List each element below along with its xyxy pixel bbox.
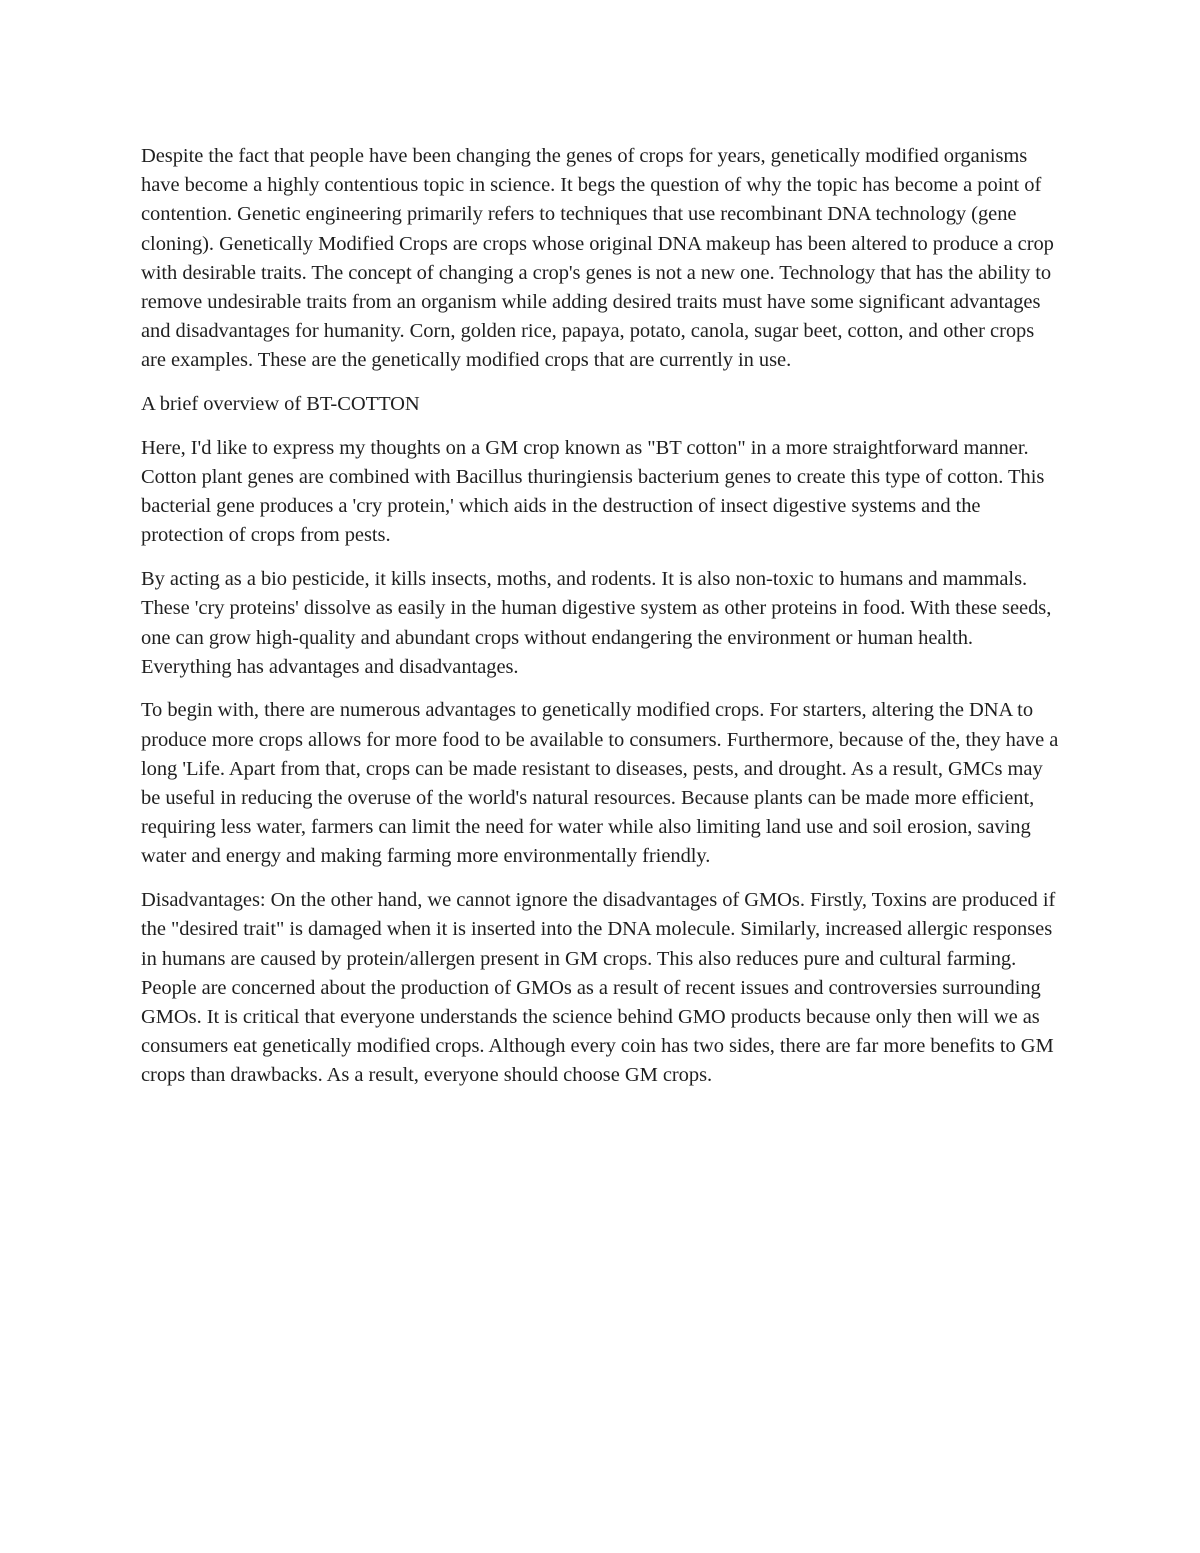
paragraph-bio-pesticide: By acting as a bio pesticide, it kills insects, moths, and rodents. It is also non-toxic to humans and mammals. These 'cry proteins' dissolve as easily in the human digestive system as other proteins in food. With these seeds, one can grow high-quality and abundant crops without endangering the environment or human health. Everything has advantages and disadvantages. <box>141 568 1052 678</box>
section-heading-bt-cotton: A brief overview of BT-COTTON <box>141 393 420 416</box>
paragraph-bt-cotton-overview: Here, I'd like to express my thoughts on a GM crop known as "BT cotton" in a more straightforward manner. Cotton plant genes are combined with Bacillus thuringiensis bacterium genes to create this type of cotton. This bacterial gene produces a 'cry protein,' which aids in the destruction of insect digestive systems and the protection of crops from pests. <box>141 436 1045 547</box>
paragraph-disadvantages: Disadvantages: On the other hand, we cannot ignore the disadvantages of GMOs. Firstly, Toxins are produced if the "desired trait" is damaged when it is inserted into the DNA molecule. Similarly, increased allergic responses in humans are caused by protein/allergen present in GM crops. This also reduces pure and cultural farming. People are concerned about the production of GMOs as a result of recent issues and controversies surrounding GMOs. It is critical that everyone understands the science behind GMO products because only then will we as consumers eat genetically modified crops. Although every coin has two sides, there are far more benefits to GM crops than drawbacks. As a result, everyone should choose GM crops. <box>141 889 1056 1087</box>
document-body <box>141 142 1061 1105</box>
paragraph-advantages: To begin with, there are numerous advantages to genetically modified crops. For starters, altering the DNA to produce more crops allows for more food to be available to consumers. Furthermore, because of the, they have a long 'Life. Apart from that, crops can be made resistant to diseases, pests, and drought. As a result, GMCs may be useful in reducing the overuse of the world's natural resources. Because plants can be made more efficient, requiring less water, farmers can limit the need for water while also limiting land use and soil erosion, saving water and energy and making farming more environmentally friendly. <box>141 699 1059 868</box>
paragraph-introduction: Despite the fact that people have been changing the genes of crops for years, genetically modified organisms have become a highly contentious topic in science. It begs the question of why the topic has become a point of contention. Genetic engineering primarily refers to techniques that use recombinant DNA technology (gene cloning). Genetically Modified Crops are crops whose original DNA makeup has been altered to produce a crop with desirable traits. The concept of changing a crop's genes is not a new one. Technology that has the ability to remove undesirable traits from an organism while adding desired traits must have some significant advantages and disadvantages for humanity. Corn, golden rice, papaya, potato, canola, sugar beet, cotton, and other crops are examples. These are the genetically modified crops that are currently in use. <box>141 145 1054 372</box>
